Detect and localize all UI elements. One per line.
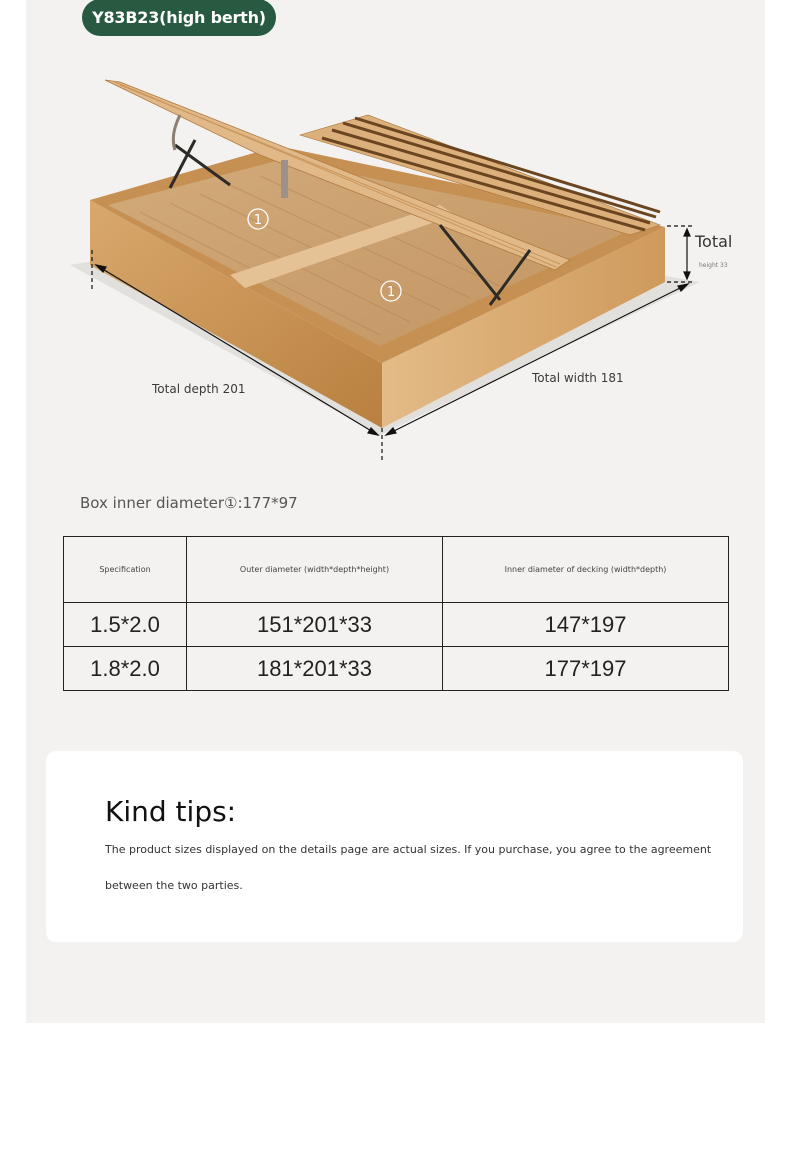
header-outer-diameter: Outer diameter (width*depth*height) [187, 537, 443, 603]
total-height-value: height 33 [699, 262, 728, 269]
storage-marker-2-text: 1 [386, 285, 396, 300]
cell-inner: 177*197 [443, 647, 729, 691]
tips-line-2: between the two parties. [105, 879, 243, 892]
total-depth-label: Total depth 201 [152, 382, 246, 396]
header-specification: Specification [64, 537, 187, 603]
table-row [64, 647, 729, 691]
total-height-label: Total [695, 232, 733, 251]
bed-illustration [60, 60, 760, 480]
tips-title: Kind tips: [105, 795, 237, 828]
cell-outer: 151*201*33 [187, 603, 443, 647]
model-badge: Y83B23(high berth) [82, 0, 276, 36]
cell-spec: 1.8*2.0 [64, 647, 187, 691]
tips-line-1: The product sizes displayed on the details page are actual sizes. If you purchase, you agree to the agreement [105, 843, 712, 856]
box-inner-diameter: Box inner diameter①:177*97 [80, 494, 298, 512]
cell-inner: 147*197 [443, 603, 729, 647]
table-row [64, 603, 729, 647]
cell-spec: 1.5*2.0 [64, 603, 187, 647]
kind-tips-card [46, 751, 743, 942]
table-header-row [64, 537, 729, 603]
storage-marker-1-text: 1 [253, 213, 263, 228]
total-width-label: Total width 181 [532, 371, 624, 385]
cell-outer: 181*201*33 [187, 647, 443, 691]
header-inner-diameter: Inner diameter of decking (width*depth) [443, 537, 729, 603]
spec-table [63, 536, 729, 691]
